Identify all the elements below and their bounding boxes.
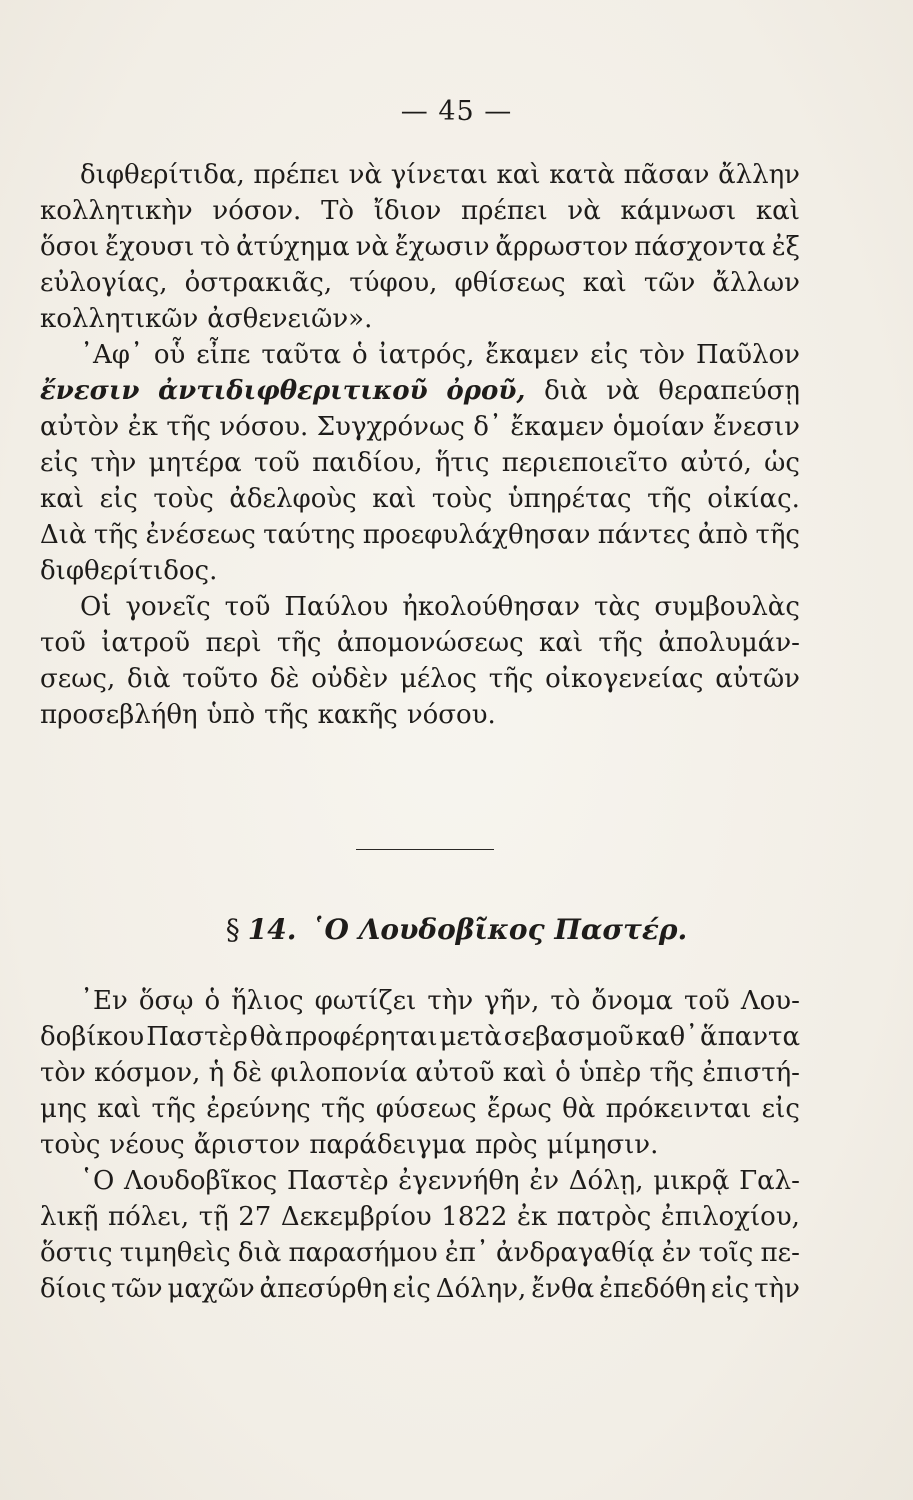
paragraph — [40, 1163, 800, 1307]
text-line: εὐλογίας, ὀστρακιᾶς, τύφου, φθίσεως καὶ τῶν ἄλλων — [40, 268, 800, 298]
text-line: τοῦ ἰατροῦ περὶ τῆς ἀπομονώσεως καὶ τῆς ἀπολυμάν- — [40, 628, 800, 658]
text-line: ῾Ο Λουδοβῖκος Παστὲρ ἐγεννήθη ἐν Δόλῃ, μικρᾷ Γαλ- — [80, 1166, 800, 1196]
text-line: αὐτὸν ἐκ τῆς νόσου. Συγχρόνως δ᾿ ἔκαμεν ὁμοίαν ἔνεσιν — [40, 412, 800, 442]
section-symbol: § — [225, 913, 240, 946]
body-text-top — [40, 157, 800, 733]
text-line: ὅστις τιμηθεὶς διὰ παρασήμου ἐπ᾿ ἀνδραγαθίᾳ ἐν τοῖς πε- — [40, 1238, 800, 1268]
text-line: κολλητικῶν ἀσθενειῶν». — [40, 304, 373, 334]
text-line: διφθερίτιδα, πρέπει νὰ γίνεται καὶ κατὰ πᾶσαν ἄλλην — [80, 160, 800, 190]
text-line: δοβίκου Παστὲρ θὰ προφέρηται μετὰ σεβασμοῦ καθ᾿ ἅπαντα — [40, 1022, 800, 1052]
paragraph — [40, 983, 800, 1163]
page-number: — 45 — — [400, 96, 513, 127]
text-line: διφθερίτιδος. — [40, 556, 218, 586]
text-line: ἔνεσιν ἀντιδιφθεριτικοῦ ὀροῦ, διὰ νὰ θεραπεύσῃ — [40, 376, 800, 406]
text-line: Οἱ γονεῖς τοῦ Παύλου ἠκολούθησαν τὰς συμβουλὰς — [80, 592, 800, 622]
body-text-bottom — [40, 983, 800, 1307]
text-line: προσεβλήθη ὑπὸ τῆς κακῆς νόσου. — [40, 700, 496, 730]
text-line: κολλητικὴν νόσον. Τὸ ἴδιον πρέπει νὰ κάμνωσι καὶ — [40, 196, 800, 226]
text-line: δίοις τῶν μαχῶν ἀπεσύρθη εἰς Δόλην, ἔνθα ἐπεδόθη εἰς τὴν — [40, 1274, 800, 1304]
section-heading — [0, 912, 913, 948]
text-line: ὅσοι ἔχουσι τὸ ἀτύχημα νὰ ἔχωσιν ἄρρωστον πάσχοντα ἐξ — [40, 232, 800, 262]
section-divider — [356, 849, 494, 850]
text-line: καὶ εἰς τοὺς ἀδελφοὺς καὶ τοὺς ὑπηρέτας τῆς οἰκίας. — [40, 484, 800, 514]
paragraph — [40, 157, 800, 337]
text-line: σεως, διὰ τοῦτο δὲ οὐδὲν μέλος τῆς οἰκογενείας αὐτῶν — [40, 664, 800, 694]
text-line: μης καὶ τῆς ἐρεύνης τῆς φύσεως ἔρως θὰ πρόκεινται εἰς — [40, 1094, 800, 1124]
text-line: λικῇ πόλει, τῇ 27 Δεκεμβρίου 1822 ἐκ πατρὸς ἐπιλοχίου, — [40, 1202, 800, 1232]
paragraph — [40, 589, 800, 733]
paragraph — [40, 337, 800, 589]
text-line: ᾿Εν ὅσῳ ὁ ἥλιος φωτίζει τὴν γῆν, τὸ ὄνομα τοῦ Λου- — [80, 986, 800, 1016]
text-line: Διὰ τῆς ἐνέσεως ταύτης προεφυλάχθησαν πάντες ἀπὸ τῆς — [40, 520, 800, 550]
text-line: ᾿Αφ᾿ οὗ εἶπε ταῦτα ὁ ἰατρός, ἔκαμεν εἰς τὸν Παῦλον — [80, 340, 800, 370]
text-line: τὸν κόσμον, ἡ δὲ φιλοπονία αὐτοῦ καὶ ὁ ὑπὲρ τῆς ἐπιστή- — [40, 1058, 800, 1088]
text-line: τοὺς νέους ἄριστον παράδειγμα πρὸς μίμησιν. — [40, 1130, 659, 1160]
section-title: ῾Ο Λουδοβῖκος Παστέρ. — [310, 913, 688, 946]
text-line: εἰς τὴν μητέρα τοῦ παιδίου, ἥτις περιεποιεῖτο αὐτό, ὡς — [40, 448, 800, 478]
section-number: 14. — [247, 913, 297, 946]
